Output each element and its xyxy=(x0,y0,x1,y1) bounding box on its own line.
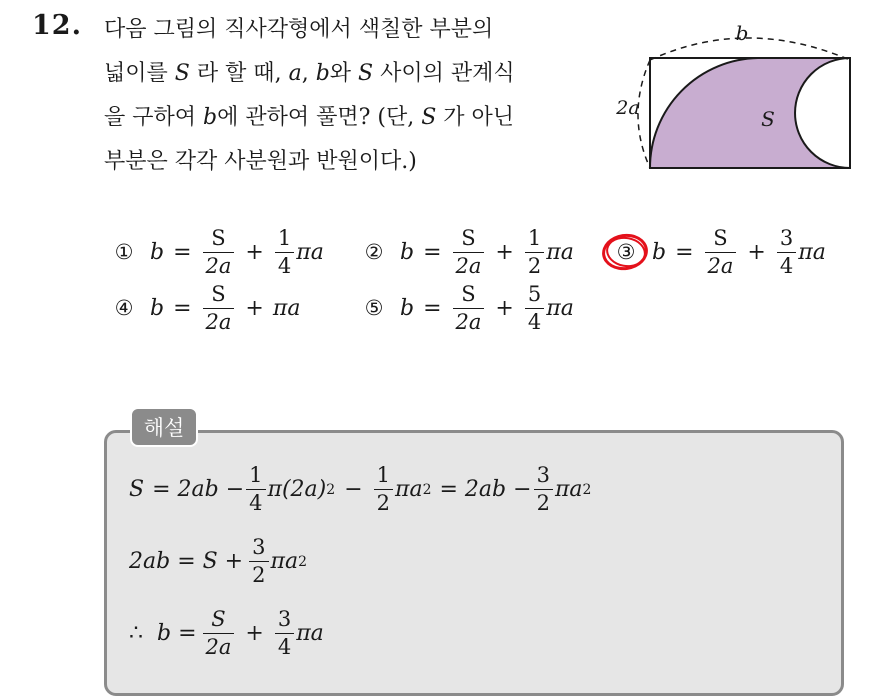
numerator: 1 xyxy=(527,225,542,250)
solution-line-3 xyxy=(129,609,324,658)
width-label: b xyxy=(735,21,749,45)
numerator: 1 xyxy=(376,463,390,487)
choice-tail: πa xyxy=(296,239,324,265)
question-text xyxy=(104,8,594,184)
fraction xyxy=(534,465,553,514)
math-seg: S xyxy=(129,477,145,502)
numerator: S xyxy=(211,281,226,306)
exponent: 2 xyxy=(326,481,336,498)
denominator: 2 xyxy=(534,489,553,514)
exponent: 2 xyxy=(298,553,307,570)
var-s: S xyxy=(421,105,437,130)
question-line-1: 다음 그림의 직사각형에서 색칠한 부분의 xyxy=(104,17,494,42)
fraction xyxy=(453,225,485,278)
question-line-3 xyxy=(104,96,594,140)
fraction xyxy=(203,225,235,278)
var-s: S xyxy=(174,61,190,86)
text-seg: 사이의 관계식 xyxy=(373,61,515,86)
answer-choices xyxy=(110,224,850,344)
numerator: S xyxy=(211,607,226,631)
numerator: S xyxy=(461,281,476,306)
text-seg: 을 구하여 xyxy=(104,105,203,130)
denominator: 2 xyxy=(525,252,544,277)
fraction xyxy=(275,609,294,658)
numerator: 3 xyxy=(536,463,550,487)
therefore-sign: ∴ xyxy=(129,621,143,646)
fraction xyxy=(203,281,235,334)
numerator: 5 xyxy=(527,281,542,306)
exponent: 2 xyxy=(582,481,592,498)
height-label: 2a xyxy=(616,97,640,119)
choice-3[interactable] xyxy=(612,224,826,280)
fraction xyxy=(249,537,268,586)
equals-sign: = xyxy=(423,295,442,321)
numerator: 3 xyxy=(252,535,266,559)
fraction xyxy=(705,225,737,278)
choice-2[interactable] xyxy=(360,224,574,280)
fraction xyxy=(275,225,294,278)
choice-1[interactable] xyxy=(110,224,324,280)
fraction xyxy=(203,609,235,658)
equals-sign: = xyxy=(423,239,442,265)
fraction xyxy=(246,465,265,514)
math-seg: πa xyxy=(296,621,324,646)
denominator: 2a xyxy=(453,252,485,277)
fraction xyxy=(525,225,544,278)
width-brace xyxy=(650,38,850,60)
plus-sign: + xyxy=(747,239,766,265)
choice-tail: πa xyxy=(546,295,574,321)
math-seg: πa xyxy=(395,477,423,502)
choice-lhs: b xyxy=(652,239,667,265)
choice-tail: πa xyxy=(546,239,574,265)
choice-number: ② xyxy=(364,240,384,264)
text-seg: , xyxy=(301,61,316,86)
region-label: S xyxy=(761,107,775,131)
math-seg: = 2ab − xyxy=(439,477,532,502)
denominator: 4 xyxy=(246,489,265,514)
numerator: 3 xyxy=(277,607,292,631)
text-seg: 가 아닌 xyxy=(436,105,515,130)
denominator: 4 xyxy=(275,252,294,277)
var-s: S xyxy=(358,61,374,86)
plus-sign: + xyxy=(245,621,264,646)
fraction xyxy=(777,225,796,278)
var-a: a xyxy=(288,61,302,86)
plus-sign: + xyxy=(245,239,264,265)
math-seg: 2ab = S + xyxy=(129,549,244,574)
denominator: 4 xyxy=(275,633,294,658)
text-seg: 에 관하여 풀면? (단, xyxy=(217,105,422,130)
numerator: S xyxy=(461,225,476,250)
math-seg: π(2a) xyxy=(267,477,327,502)
math-seg: b = xyxy=(157,621,197,646)
denominator: 2a xyxy=(203,308,235,333)
choice-5[interactable] xyxy=(360,280,574,336)
shaded-region xyxy=(650,58,850,168)
denominator: 2a xyxy=(203,633,235,658)
choice-lhs: b xyxy=(400,239,415,265)
choice-lhs: b xyxy=(400,295,415,321)
text-seg: 라 할 때, xyxy=(189,61,289,86)
choice-tail: πa xyxy=(798,239,826,265)
question-line-2 xyxy=(104,52,594,96)
height-brace xyxy=(638,60,650,168)
text-seg: 와 xyxy=(329,61,359,86)
fraction xyxy=(374,465,393,514)
exponent: 2 xyxy=(422,481,432,498)
solution-line-2 xyxy=(129,537,307,586)
denominator: 4 xyxy=(777,252,796,277)
numerator: 3 xyxy=(779,225,794,250)
rectangle-figure xyxy=(606,20,866,180)
math-seg: πa xyxy=(270,549,299,574)
minus-sign: − xyxy=(344,477,363,502)
plus-sign: + xyxy=(245,295,264,321)
choice-lhs: b xyxy=(150,295,165,321)
var-b: b xyxy=(315,61,330,86)
plus-sign: + xyxy=(495,295,514,321)
numerator: S xyxy=(211,225,226,250)
choice-4[interactable] xyxy=(110,280,300,336)
equals-sign: = xyxy=(675,239,694,265)
denominator: 4 xyxy=(525,308,544,333)
equals-sign: = xyxy=(173,295,192,321)
choice-number: ④ xyxy=(114,296,134,320)
math-seg: πa xyxy=(554,477,583,502)
solution-box xyxy=(104,430,844,696)
text-seg: 넓이를 xyxy=(104,61,175,86)
denominator: 2a xyxy=(453,308,485,333)
choice-lhs: b xyxy=(150,239,165,265)
denominator: 2a xyxy=(203,252,235,277)
fraction xyxy=(453,281,485,334)
denominator: 2 xyxy=(374,489,393,514)
choice-number: ① xyxy=(114,240,134,264)
solution-label: 해설 xyxy=(130,407,198,447)
numerator: 1 xyxy=(249,463,263,487)
choice-tail: πa xyxy=(272,295,301,321)
question-line-4: 부분은 각각 사분원과 반원이다.) xyxy=(104,149,417,174)
numerator: 1 xyxy=(277,225,292,250)
choice-number: ⑤ xyxy=(364,296,384,320)
denominator: 2a xyxy=(705,252,737,277)
choice-number: ③ xyxy=(616,240,636,264)
denominator: 2 xyxy=(249,561,268,586)
numerator: S xyxy=(713,225,728,250)
plus-sign: + xyxy=(495,239,514,265)
fraction xyxy=(525,281,544,334)
math-seg: = 2ab − xyxy=(152,477,245,502)
var-b: b xyxy=(203,105,218,130)
question-number: 12. xyxy=(32,10,82,41)
solution-line-1 xyxy=(129,465,591,514)
equals-sign: = xyxy=(173,239,192,265)
